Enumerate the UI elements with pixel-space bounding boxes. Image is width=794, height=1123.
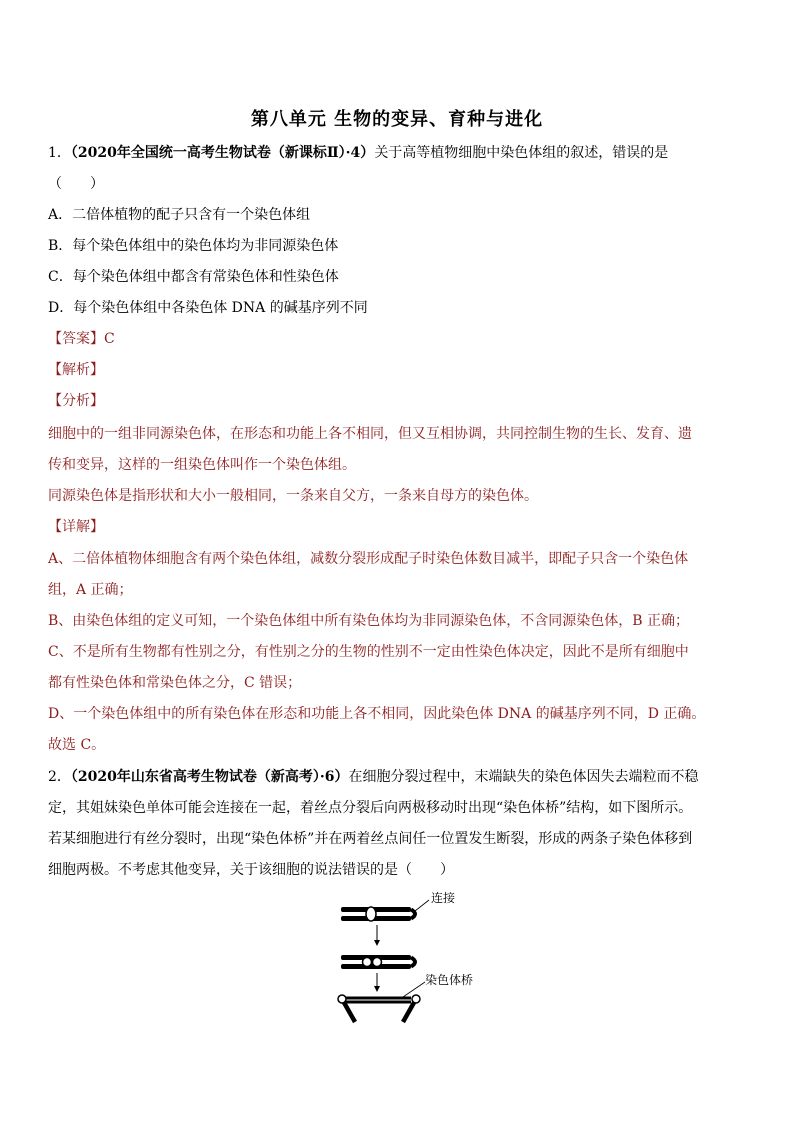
jiexi-heading: 【解析】 bbox=[48, 362, 104, 378]
detail-line: 组，A 正确； bbox=[48, 582, 133, 598]
q2-number: 2． bbox=[48, 769, 71, 785]
detail-line: A、二倍体植物体细胞含有两个染色体组，减数分裂形成配子时染色体数目减半，即配子只含一个染色体 bbox=[48, 551, 689, 567]
detail-line: 都有性染色体和常染色体之分，C 错误； bbox=[48, 675, 302, 691]
analysis-line: 细胞中的一组非同源染色体，在形态和功能上各不相同，但又互相协调，共同控制生物的生长、发育、遗 bbox=[48, 426, 692, 442]
q1-option-c: C．每个染色体组中都含有常染色体和性染色体 bbox=[48, 269, 339, 285]
q2-stem-line: 若某细胞进行有丝分裂时，出现“染色体桥”并在两着丝点间任一位置发生断裂，形成的两条子染色体移到 bbox=[48, 831, 693, 847]
xiangjie-heading: 【详解】 bbox=[48, 519, 104, 535]
page-title: 第八单元 生物的变异、育种与进化 bbox=[250, 109, 544, 130]
detail-line: B、由染色体组的定义可知，一个染色体组中所有染色体均为非同源染色体，不含同源染色体，B 正确； bbox=[48, 613, 690, 629]
analysis-line: 同源染色体是指形状和大小一般相同，一条来自父方，一条来自母方的染色体。 bbox=[48, 488, 538, 504]
arrow-head-icon bbox=[374, 986, 380, 992]
q1-answer bbox=[48, 329, 115, 349]
q2-source: （2020年山东省高考生物试卷（新高考）·6） bbox=[70, 769, 349, 785]
arrow-head-icon bbox=[374, 940, 380, 946]
q1-source: （2020年全国统一高考生物试卷（新课标Ⅱ）·4） bbox=[70, 145, 375, 161]
q1-answer-paren: （ ） bbox=[48, 176, 104, 192]
q2-stem-line: 定，其姐妹染色单体可能会连接在一起，着丝点分裂后向两极移动时出现“染色体桥”结构，如下图所示。 bbox=[48, 800, 693, 816]
detail-line: D、一个染色体组中的所有染色体在形态和功能上各不相同，因此染色体 DNA 的碱基序列不同，D 正确。 bbox=[48, 706, 706, 722]
detail-line: C、不是所有生物都有性别之分，有性别之分的生物的性别不一定由性染色体决定，因此不是所有细胞中 bbox=[48, 644, 689, 660]
chromosome-middle bbox=[341, 955, 415, 969]
chromosome-bridge-figure bbox=[333, 888, 513, 1028]
label-connect: 连接 bbox=[431, 891, 456, 905]
q2-stem-line bbox=[48, 767, 699, 787]
answer-label: 【答案】 bbox=[48, 331, 104, 347]
q1-stem-line bbox=[48, 143, 668, 163]
label-bridge: 染色体桥 bbox=[425, 973, 474, 987]
chromosome-top bbox=[341, 900, 429, 921]
analysis-line: 传和变异，这样的一组染色体叫作一个染色体组。 bbox=[48, 457, 356, 473]
q1-stem: 关于高等植物细胞中染色体组的叙述，错误的是 bbox=[374, 145, 669, 161]
q1-option-a: A．二倍体植物的配子只含有一个染色体组 bbox=[48, 207, 311, 223]
q1-option-b: B．每个染色体组中的染色体均为非同源染色体 bbox=[48, 238, 339, 254]
answer-value: C bbox=[104, 331, 115, 347]
q2-stem-start: 在细胞分裂过程中，末端缺失的染色体因失去端粒而不稳 bbox=[348, 769, 699, 785]
q1-option-d: D．每个染色体组中各染色体 DNA 的碱基序列不同 bbox=[48, 300, 368, 316]
detail-line: 故选 C。 bbox=[48, 737, 106, 753]
fenxi-heading: 【分析】 bbox=[48, 393, 104, 409]
q2-stem-line: 细胞两极。不考虑其他变异，关于该细胞的说法错误的是（ ） bbox=[48, 862, 454, 878]
chromosome-bridge bbox=[338, 982, 425, 1022]
q1-number: 1． bbox=[48, 145, 71, 161]
